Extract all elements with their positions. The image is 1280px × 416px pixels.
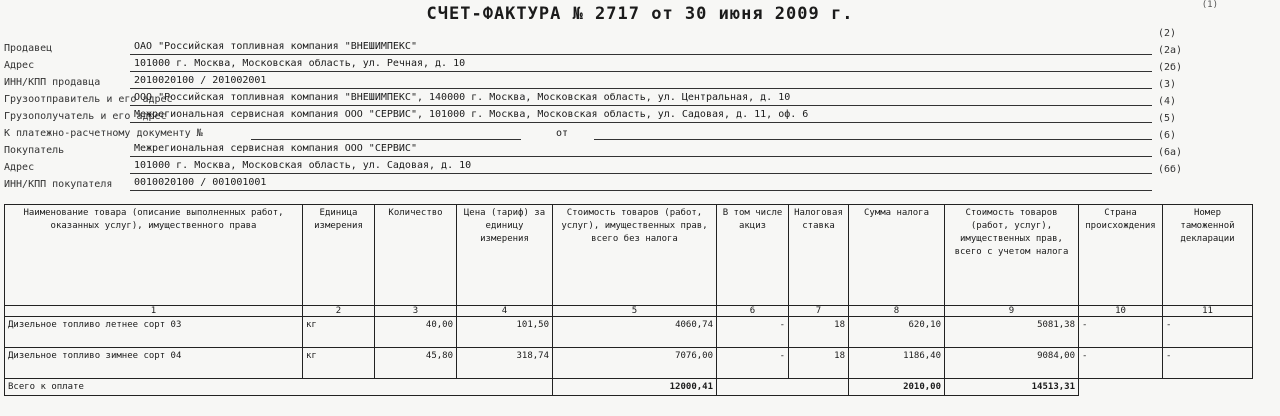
col-number: 3: [375, 306, 457, 317]
cell-tax-amount: 620,10: [849, 317, 945, 348]
col-header: Страна происхождения: [1079, 205, 1163, 306]
col-header: Налоговая ставка: [789, 205, 849, 306]
cell-unit: кг: [303, 317, 375, 348]
field-label: Покупатель: [4, 145, 65, 156]
col-header: Количество: [375, 205, 457, 306]
cell-amount-without-tax: 7076,00: [553, 348, 717, 379]
cell-amount-with-tax: 5081,38: [945, 317, 1079, 348]
col-header: В том числе акциз: [717, 205, 789, 306]
invoice-title: СЧЕТ-ФАКТУРА № 2717 от 30 июня 2009 г.: [426, 4, 854, 24]
field-label: ИНН/КПП продавца: [4, 77, 101, 88]
col-number: 11: [1163, 306, 1253, 317]
code: (6а): [1158, 147, 1183, 158]
field-buyer: [4, 142, 1152, 159]
code: (2): [1158, 28, 1177, 39]
code: (5): [1158, 113, 1177, 124]
total-empty: [1079, 379, 1253, 396]
col-number: 7: [789, 306, 849, 317]
col-header: Стоимость товаров (работ, услуг), имущественных прав, всего без налога: [553, 205, 717, 306]
cell-country: -: [1079, 317, 1163, 348]
field-codes: [1158, 25, 1182, 178]
field-shipper: [4, 91, 1152, 108]
code: (6б): [1158, 164, 1183, 175]
cell-excise: -: [717, 317, 789, 348]
cell-price: 318,74: [457, 348, 553, 379]
code: (3): [1158, 79, 1177, 90]
field-value: 2010020100 / 201002001: [130, 74, 1152, 89]
total-amount-without-tax: 12000,41: [553, 379, 717, 396]
cell-tax-rate: 18: [789, 348, 849, 379]
field-label: ИНН/КПП покупателя: [4, 179, 113, 190]
cell-tax-rate: 18: [789, 317, 849, 348]
payment-doc-date: [594, 125, 1152, 140]
col-number: 6: [717, 306, 789, 317]
total-tax-amount: 2010,00: [849, 379, 945, 396]
field-buyer-address: [4, 159, 1152, 176]
field-label: Адрес: [4, 60, 35, 71]
cell-item-name: Дизельное топливо зимнее сорт 04: [5, 348, 303, 379]
column-number-row: [5, 306, 1253, 317]
field-value: 101000 г. Москва, Московская область, ул. Садовая, д. 10: [130, 159, 1152, 174]
field-value: Межрегиональная сервисная компания ООО "СЕРВИС", 101000 г. Москва, Московская область, ул. Садовая, д. 11, оф. 6: [130, 108, 1152, 123]
col-number: 4: [457, 306, 553, 317]
table-row: [5, 348, 1253, 379]
field-buyer-inn: [4, 176, 1152, 193]
cell-country: -: [1079, 348, 1163, 379]
col-header: Цена (тариф) за единицу измерения: [457, 205, 553, 306]
cell-item-name: Дизельное топливо летнее сорт 03: [5, 317, 303, 348]
field-seller-inn: [4, 74, 1152, 91]
field-label: Адрес: [4, 162, 35, 173]
col-number: 10: [1079, 306, 1163, 317]
col-number: 5: [553, 306, 717, 317]
code: (4): [1158, 96, 1177, 107]
cell-tax-amount: 1186,40: [849, 348, 945, 379]
total-amount-with-tax: 14513,31: [945, 379, 1079, 396]
field-label: Продавец: [4, 43, 53, 54]
field-label: Грузополучатель и его адрес: [4, 111, 167, 122]
corner-mark: (1): [1201, 0, 1218, 10]
cell-customs-declaration: -: [1163, 317, 1253, 348]
field-seller-address: [4, 57, 1152, 74]
field-consignee: [4, 108, 1152, 125]
field-seller: [4, 40, 1152, 57]
col-number: 9: [945, 306, 1079, 317]
code: (6): [1158, 130, 1177, 141]
col-header: Сумма налога: [849, 205, 945, 306]
cell-excise: -: [717, 348, 789, 379]
invoice-items-table: [4, 204, 1253, 396]
cell-quantity: 45,80: [375, 348, 457, 379]
col-header: Стоимость товаров (работ, услуг), имущественных прав, всего с учетом налога: [945, 205, 1079, 306]
col-header: Номер таможенной декларации: [1163, 205, 1253, 306]
cell-unit: кг: [303, 348, 375, 379]
field-value: ОАО "Российская топливная компания "ВНЕШИМПЕКС": [130, 40, 1152, 55]
table-row: [5, 317, 1253, 348]
col-number: 2: [303, 306, 375, 317]
col-number: 8: [849, 306, 945, 317]
field-value: 101000 г. Москва, Московская область, ул. Речная, д. 10: [130, 57, 1152, 72]
field-value: ООО "Российская топливная компания "ВНЕШИМПЕКС", 140000 г. Москва, Московская область, ул. Центральная, д. 10: [130, 91, 1152, 106]
field-label: Грузоотправитель и его адрес: [4, 94, 173, 105]
code: (2а): [1158, 45, 1183, 56]
field-label: К платежно-расчетному документу №: [4, 128, 203, 139]
cell-amount-without-tax: 4060,74: [553, 317, 717, 348]
total-label: Всего к оплате: [5, 379, 553, 396]
table-header-row: [5, 205, 1253, 306]
field-value: Межрегиональная сервисная компания ООО "СЕРВИС": [130, 142, 1152, 157]
col-header: Единица измерения: [303, 205, 375, 306]
col-header: Наименование товара (описание выполненных работ, оказанных услуг), имущественного права: [5, 205, 303, 306]
cell-price: 101,50: [457, 317, 553, 348]
cell-quantity: 40,00: [375, 317, 457, 348]
payment-doc-from: от: [556, 128, 569, 139]
cell-amount-with-tax: 9084,00: [945, 348, 1079, 379]
cell-customs-declaration: -: [1163, 348, 1253, 379]
code: (2б): [1158, 62, 1183, 73]
field-payment-doc: [4, 125, 1152, 142]
total-row: [5, 379, 1253, 396]
col-number: 1: [5, 306, 303, 317]
total-spacer: [717, 379, 849, 396]
payment-doc-number: [251, 125, 521, 140]
field-value: 0010020100 / 001001001: [130, 176, 1152, 191]
